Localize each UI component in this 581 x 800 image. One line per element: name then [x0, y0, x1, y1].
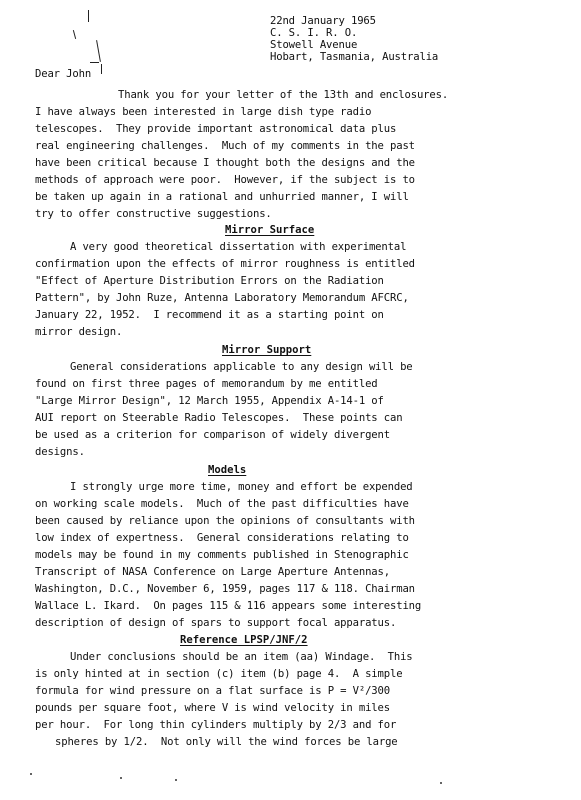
- body-line: designs.: [35, 446, 85, 458]
- body-line: spheres by 1/2. Not only will the wind forces be large: [55, 736, 398, 748]
- section-heading: Reference LPSP/JNF/2: [180, 634, 308, 646]
- body-line: per hour. For long thin cylinders multiply by 2/3 and for: [35, 719, 397, 731]
- intro-line: try to offer constructive suggestions.: [35, 208, 272, 220]
- intro-line: telescopes. They provide important astronomical data plus: [35, 123, 397, 135]
- body-line: Wallace L. Ikard. On pages 115 & 116 appears some interesting: [35, 600, 422, 612]
- scan-speck: [120, 777, 122, 779]
- salutation: Dear John: [35, 68, 92, 80]
- address-line-3: Hobart, Tasmania, Australia: [270, 51, 439, 63]
- body-line: pounds per square foot, where V is wind velocity in miles: [35, 702, 390, 714]
- intro-line: be taken up again in a rational and unhurried manner, I will: [35, 191, 409, 203]
- body-line: "Effect of Aperture Distribution Errors on the Radiation: [35, 275, 384, 287]
- body-line: "Large Mirror Design", 12 March 1955, Appendix A-14-1 of: [35, 395, 384, 407]
- body-line: General considerations applicable to any design will be: [70, 361, 413, 373]
- body-line: on working scale models. Much of the past difficulties have: [35, 498, 409, 510]
- body-line: is only hinted at in section (c) item (b) page 4. A simple: [35, 668, 403, 680]
- section-heading: Models: [208, 464, 247, 476]
- body-line: Under conclusions should be an item (aa) Windage. This: [70, 651, 413, 663]
- section-heading: Mirror Support: [222, 344, 312, 356]
- body-line: confirmation upon the effects of mirror roughness is entitled: [35, 258, 415, 270]
- intro-line: real engineering challenges. Much of my comments in the past: [35, 140, 415, 152]
- address-line-2: Stowell Avenue: [270, 39, 358, 51]
- body-line: I strongly urge more time, money and effort be expended: [70, 481, 413, 493]
- scan-speck: [440, 782, 442, 784]
- pen-mark: [90, 62, 99, 63]
- body-line: models may be found in my comments published in Stenographic: [35, 549, 409, 561]
- pen-mark: [101, 64, 102, 74]
- body-line: be used as a criterion for comparison of widely divergent: [35, 429, 390, 441]
- body-line: formula for wind pressure on a flat surface is P = V²/300: [35, 685, 390, 697]
- intro-line: have been critical because I thought both the designs and the: [35, 157, 415, 169]
- scan-speck: [30, 773, 32, 775]
- body-line: Transcript of NASA Conference on Large Aperture Antennas,: [35, 566, 390, 578]
- body-line: been caused by reliance upon the opinions of consultants with: [35, 515, 415, 527]
- body-line: low index of expertness. General considerations relating to: [35, 532, 409, 544]
- body-line: A very good theoretical dissertation with experimental: [70, 241, 407, 253]
- date-line: 22nd January 1965: [270, 15, 376, 27]
- intro-line: methods of approach were poor. However, if the subject is to: [35, 174, 415, 186]
- body-line: Washington, D.C., November 6, 1959, pages 117 & 118. Chairman: [35, 583, 415, 595]
- intro-line: Thank you for your letter of the 13th and enclosures.: [118, 89, 449, 101]
- body-line: January 22, 1952. I recommend it as a starting point on: [35, 309, 384, 321]
- section-heading: Mirror Surface: [225, 224, 315, 236]
- pen-mark: [96, 40, 101, 62]
- pen-mark: [88, 10, 89, 22]
- intro-line: I have always been interested in large dish type radio: [35, 106, 372, 118]
- body-line: mirror design.: [35, 326, 123, 338]
- body-line: found on first three pages of memorandum by me entitled: [35, 378, 378, 390]
- body-line: Pattern", by John Ruze, Antenna Laboratory Memorandum AFCRC,: [35, 292, 409, 304]
- pen-mark: [73, 30, 76, 39]
- scan-speck: [175, 779, 177, 781]
- address-line-1: C. S. I. R. O.: [270, 27, 358, 39]
- body-line: description of design of spars to support focal apparatus.: [35, 617, 397, 629]
- body-line: AUI report on Steerable Radio Telescopes. These points can: [35, 412, 403, 424]
